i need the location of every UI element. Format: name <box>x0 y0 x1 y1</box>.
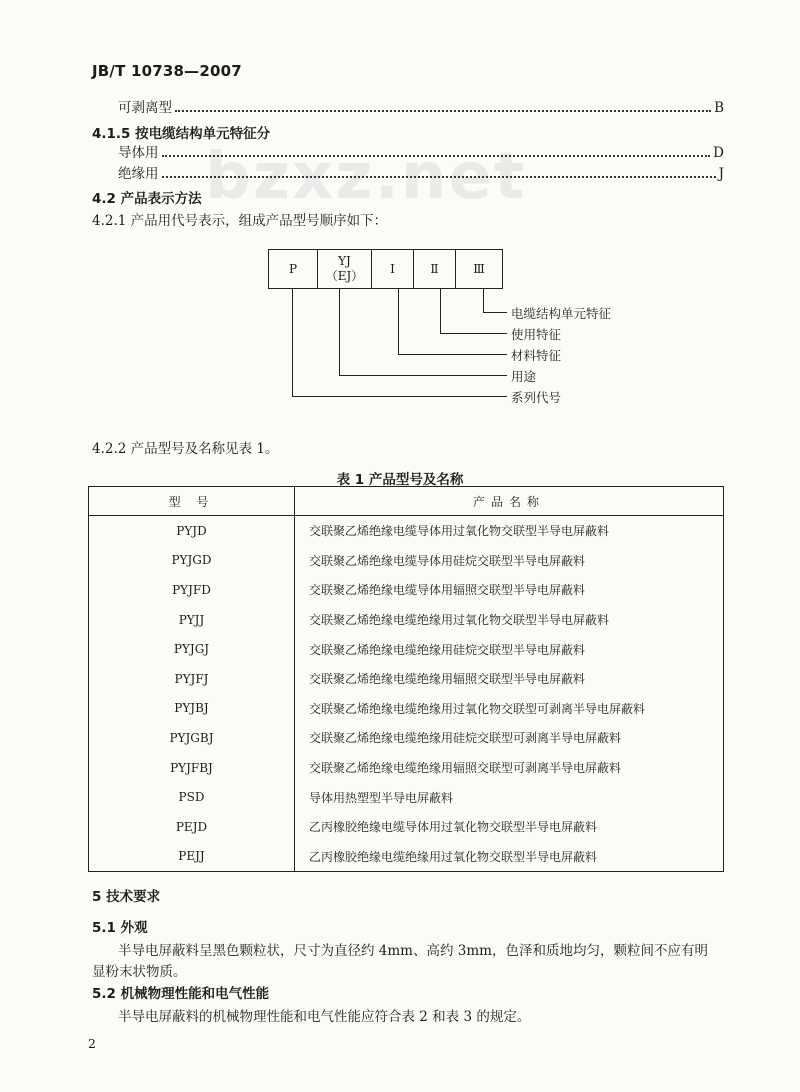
table-row <box>89 634 724 664</box>
model-cell: PYJBJ <box>89 694 295 724</box>
table-row <box>89 575 724 605</box>
name-cell: 交联聚乙烯绝缘电缆绝缘用过氧化物交联型可剥离半导电屏蔽料 <box>295 694 724 724</box>
model-cell: PYJGJ <box>89 634 295 664</box>
name-cell: 交联聚乙烯绝缘电缆导体用辐照交联型半导电屏蔽料 <box>295 575 724 605</box>
paragraph-5-2: 半导电屏蔽料的机械物理性能和电气性能应符合表 2 和表 3 的规定。 <box>118 1009 531 1025</box>
section-heading-4-2: 4.2 产品表示方法 <box>92 191 202 207</box>
code-box-text: Ⅱ <box>430 261 439 276</box>
code-box-series <box>268 249 318 289</box>
model-cell: PYJFJ <box>89 664 295 694</box>
diagram-label: 材料特征 <box>511 348 562 363</box>
connector-line <box>339 289 340 375</box>
name-cell: 交联聚乙烯绝缘电缆绝缘用辐照交联型可剥离半导电屏蔽料 <box>295 753 724 783</box>
entry-label: 绝缘用 <box>118 166 159 182</box>
connector-line <box>440 333 507 334</box>
code-box-usage <box>317 249 372 289</box>
name-cell: 交联聚乙烯绝缘电缆绝缘用过氧化物交联型半导电屏蔽料 <box>295 605 724 635</box>
model-cell: PSD <box>89 782 295 812</box>
connector-line <box>483 289 484 312</box>
section-heading-5-1: 5.1 外观 <box>92 920 148 936</box>
entry-code: D <box>713 145 724 161</box>
diagram-label: 电缆结构单元特征 <box>511 306 612 321</box>
standard-code: JB/T 10738—2007 <box>92 62 242 80</box>
section-heading-5-2: 5.2 机械物理性能和电气性能 <box>92 986 270 1002</box>
code-box-subtext: （EJ） <box>325 269 364 283</box>
product-table <box>88 486 724 872</box>
leader-dots <box>175 110 711 112</box>
table-row <box>89 753 724 783</box>
model-cell: PYJGBJ <box>89 723 295 753</box>
section-text-4-2-1: 4.2.1 产品用代号表示，组成产品型号顺序如下： <box>92 213 388 229</box>
table-row <box>89 782 724 812</box>
code-box-text: Ⅲ <box>473 261 485 276</box>
table-row <box>89 546 724 576</box>
section-heading-4-1-5: 4.1.5 按电缆结构单元特征分 <box>92 126 271 142</box>
table-row <box>89 723 724 753</box>
table-row <box>89 605 724 635</box>
diagram-label: 用途 <box>511 369 537 384</box>
name-cell: 交联聚乙烯绝缘电缆导体用过氧化物交联型半导电屏蔽料 <box>295 516 724 546</box>
table-header-name: 产品名称 <box>295 487 724 516</box>
table-row <box>89 516 724 546</box>
section-heading-5: 5 技术要求 <box>92 889 161 905</box>
code-box-structure <box>455 249 503 289</box>
code-box-text: Ⅰ <box>390 261 395 276</box>
name-cell: 乙丙橡胶绝缘电缆绝缘用过氧化物交联型半导电屏蔽料 <box>295 842 724 872</box>
code-box-text: P <box>288 261 298 276</box>
table-body <box>89 516 724 872</box>
code-box-use-feature <box>413 249 456 289</box>
name-cell: 导体用热塑型半导电屏蔽料 <box>295 782 724 812</box>
table-row <box>89 842 724 872</box>
classification-entry <box>118 98 724 116</box>
connector-line <box>440 289 441 333</box>
diagram-label: 系列代号 <box>511 390 562 405</box>
name-cell: 交联聚乙烯绝缘电缆导体用硅烷交联型半导电屏蔽料 <box>295 546 724 576</box>
model-cell: PEJJ <box>89 842 295 872</box>
table-row <box>89 694 724 724</box>
connector-line <box>339 375 507 376</box>
classification-entry <box>118 143 724 161</box>
diagram-label: 使用特征 <box>511 327 562 342</box>
code-box-text: YJ <box>338 254 351 268</box>
classification-entry <box>118 164 724 182</box>
connector-line <box>398 289 399 354</box>
leader-dots <box>162 176 716 178</box>
connector-line <box>398 354 507 355</box>
table-title: 表 1 产品型号及名称 <box>336 472 464 488</box>
name-cell: 交联聚乙烯绝缘电缆绝缘用辐照交联型半导电屏蔽料 <box>295 664 724 694</box>
connector-line <box>292 396 507 397</box>
paragraph-5-1-line1: 半导电屏蔽料呈黑色颗粒状，尺寸为直径约 4mm、高约 3mm，色泽和质地均匀，颗粒间不应有明 <box>118 943 708 959</box>
table-row <box>89 664 724 694</box>
table-row <box>89 812 724 842</box>
table-header-model: 型 号 <box>89 487 295 516</box>
model-cell: PYJFD <box>89 575 295 605</box>
model-cell: PYJGD <box>89 546 295 576</box>
code-box-material <box>371 249 414 289</box>
leader-dots <box>162 155 711 157</box>
name-cell: 交联聚乙烯绝缘电缆绝缘用硅烷交联型半导电屏蔽料 <box>295 634 724 664</box>
page-number: 2 <box>88 1036 96 1051</box>
name-cell: 乙丙橡胶绝缘电缆导体用过氧化物交联型半导电屏蔽料 <box>295 812 724 842</box>
section-text-4-2-2: 4.2.2 产品型号及名称见表 1。 <box>92 441 279 457</box>
entry-code: B <box>714 100 724 116</box>
model-cell: PYJD <box>89 516 295 546</box>
model-cell: PYJFBJ <box>89 753 295 783</box>
connector-line <box>483 312 507 313</box>
connector-line <box>292 289 293 396</box>
entry-label: 导体用 <box>118 145 159 161</box>
model-cell: PEJD <box>89 812 295 842</box>
name-cell: 交联聚乙烯绝缘电缆绝缘用硅烷交联型可剥离半导电屏蔽料 <box>295 723 724 753</box>
entry-label: 可剥离型 <box>118 100 172 116</box>
watermark: bzxz.net <box>205 140 527 214</box>
model-cell: PYJJ <box>89 605 295 635</box>
paragraph-5-1-line2: 显粉末状物质。 <box>92 964 187 980</box>
entry-code: J <box>718 166 724 182</box>
